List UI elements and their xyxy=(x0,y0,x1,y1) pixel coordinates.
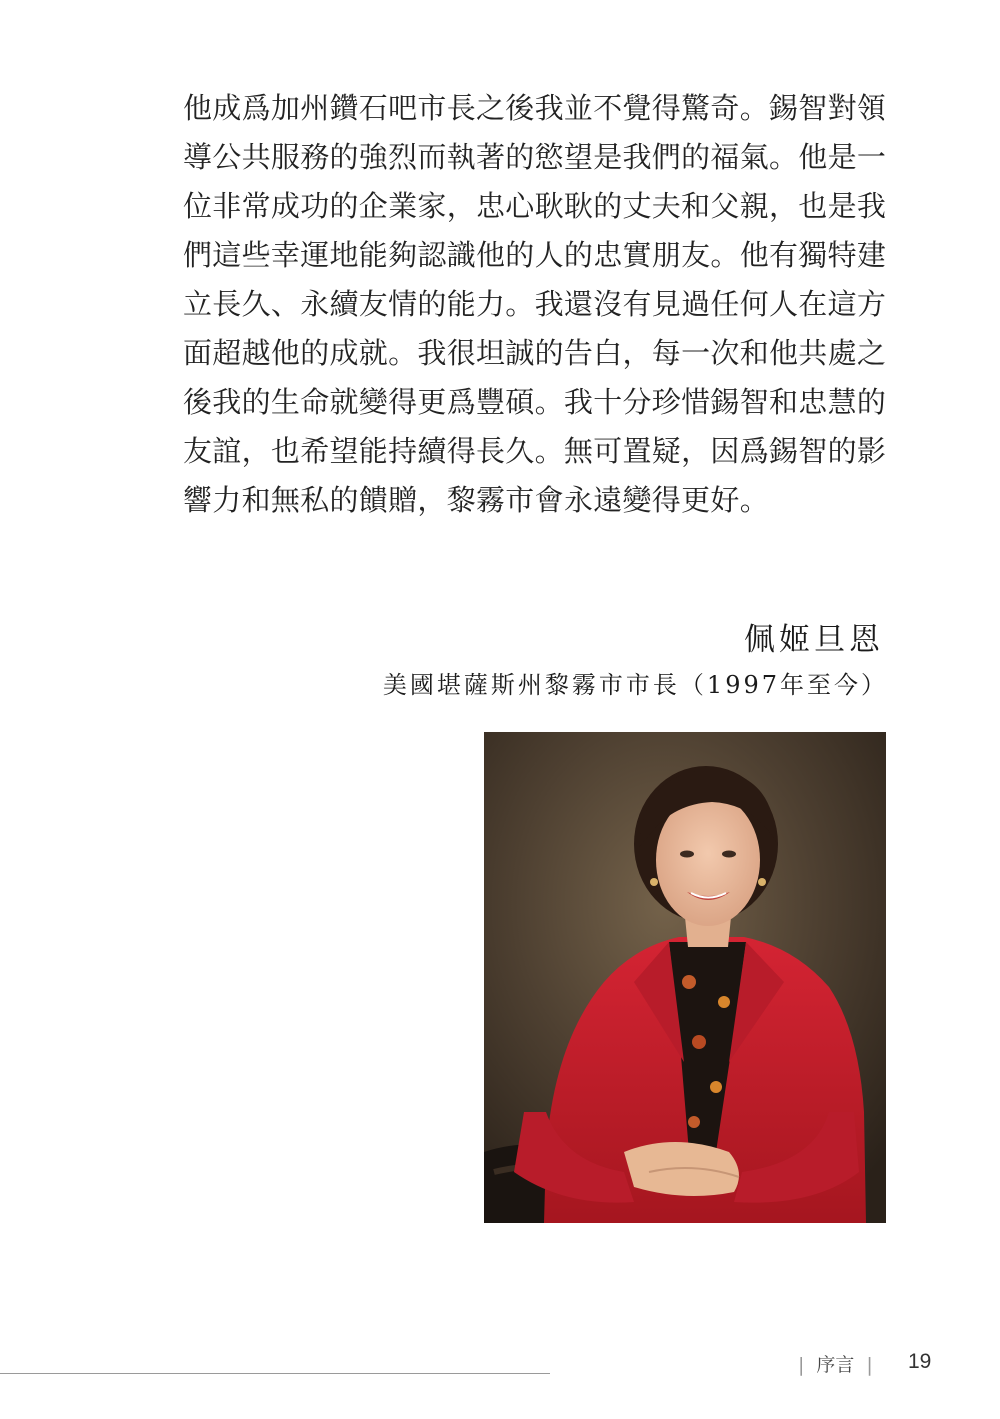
portrait-illustration xyxy=(484,732,886,1223)
body-line: 他成爲加州鑽石吧市長之後我並不覺得驚奇。錫智對領 xyxy=(183,91,887,125)
footer-section-text: 序言 xyxy=(816,1354,855,1376)
body-line: 響力和無私的饋贈，黎霧市會永遠變得更好。 xyxy=(183,483,770,517)
body-line: 友誼，也希望能持續得長久。無可置疑，因爲錫智的影 xyxy=(183,434,887,468)
footer-bar-right: | xyxy=(866,1354,873,1376)
portrait-photo xyxy=(484,732,886,1223)
body-line: 們這些幸運地能夠認識他的人的忠實朋友。他有獨特建 xyxy=(183,238,887,272)
footer-bar-left: | xyxy=(798,1354,805,1376)
body-line: 面超越他的成就。我很坦誠的告白，每一次和他共處之 xyxy=(183,336,887,370)
body-line: 位非常成功的企業家，忠心耿耿的丈夫和父親，也是我 xyxy=(183,189,887,223)
signature-title: 美國堪薩斯州黎霧市市長（1997年至今） xyxy=(382,671,888,699)
body-line: 後我的生命就變得更爲豐碩。我十分珍惜錫智和忠慧的 xyxy=(183,385,887,419)
footer-rule xyxy=(0,1373,550,1374)
body-line: 立長久、永續友情的能力。我還沒有見過任何人在這方 xyxy=(183,287,887,321)
footer-section-label xyxy=(786,1350,885,1377)
page-number: 19 xyxy=(908,1350,932,1373)
body-paragraph xyxy=(183,84,888,525)
signature-name: 佩姬旦恩 xyxy=(744,622,884,658)
body-line: 導公共服務的強烈而執著的慾望是我們的福氣。他是一 xyxy=(183,140,887,174)
